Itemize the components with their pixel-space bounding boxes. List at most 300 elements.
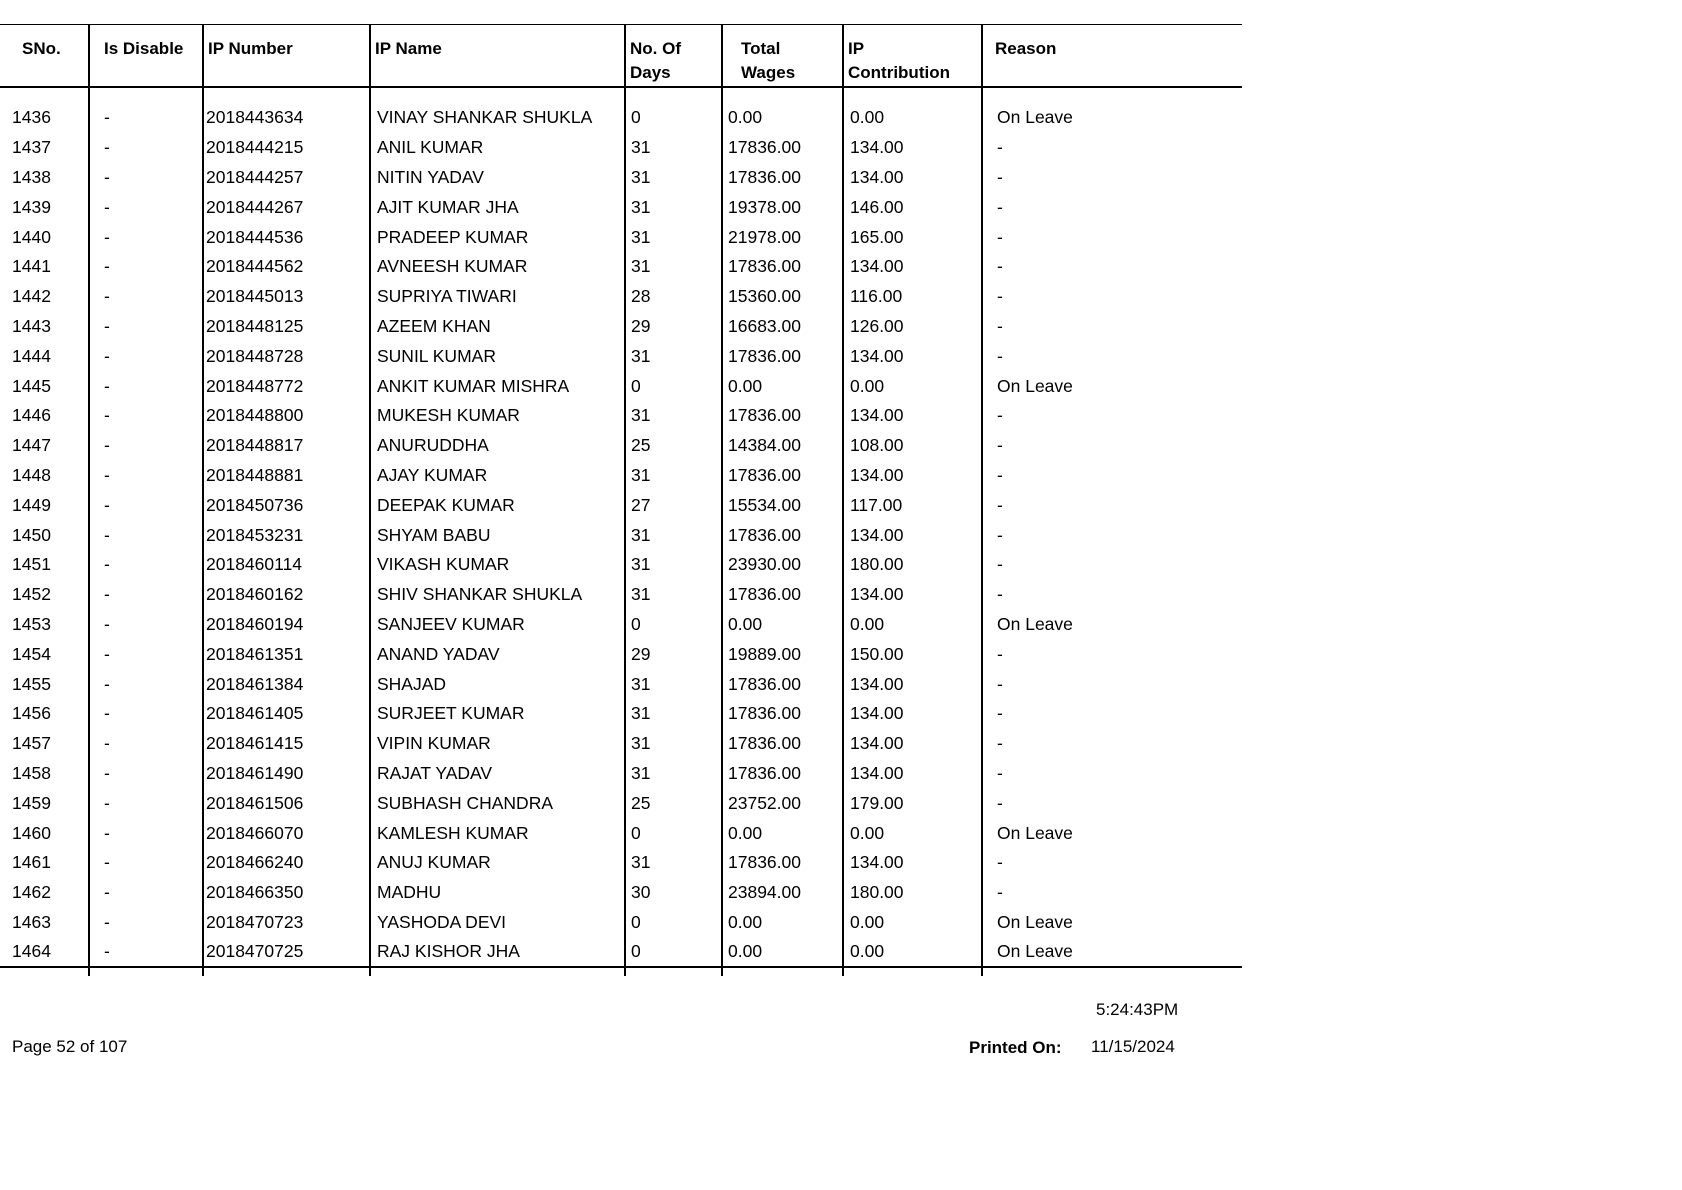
cell-ip-number: 2018461490 <box>203 758 370 788</box>
cell-ip-number: 2018466350 <box>203 877 370 907</box>
cell-ip-contribution: 0.00 <box>843 103 982 133</box>
table-row <box>0 818 1242 848</box>
cell-ip-contribution: 0.00 <box>843 609 982 639</box>
cell-ip-number: 2018466240 <box>203 847 370 877</box>
cell-ip-name: MADHU <box>370 877 625 907</box>
cell-is-disable: - <box>89 698 203 728</box>
employee-contribution-table <box>0 24 1242 976</box>
cell-reason: - <box>997 464 1003 485</box>
cell-is-disable: - <box>89 132 203 162</box>
cell-ip-number: 2018460114 <box>203 549 370 579</box>
cell-no-of-days: 31 <box>625 579 722 609</box>
cell-ip-name: ANUJ KUMAR <box>370 847 625 877</box>
table-body <box>0 87 1242 967</box>
cell-reason: - <box>997 733 1003 754</box>
spacer-cell <box>0 87 89 103</box>
cell-total-wages: 19889.00 <box>722 639 843 669</box>
cell-sno: 1437 <box>0 132 89 162</box>
cell-total-wages: 23894.00 <box>722 877 843 907</box>
cell-ip-number: 2018448728 <box>203 341 370 371</box>
cell-reason: - <box>997 137 1003 158</box>
cell-total-wages: 17836.00 <box>722 162 843 192</box>
footer-tick-cell <box>0 967 89 976</box>
cell-no-of-days: 31 <box>625 758 722 788</box>
cell-reason: - <box>997 762 1003 783</box>
cell-ip-name: ANAND YADAV <box>370 639 625 669</box>
cell-sno: 1436 <box>0 103 89 133</box>
cell-ip-number: 2018470723 <box>203 907 370 937</box>
cell-is-disable: - <box>89 609 203 639</box>
cell-ip-number: 2018461415 <box>203 728 370 758</box>
table-row <box>0 222 1242 252</box>
cell-no-of-days: 0 <box>625 609 722 639</box>
cell-ip-number: 2018444215 <box>203 132 370 162</box>
cell-no-of-days: 31 <box>625 520 722 550</box>
cell-sno: 1442 <box>0 281 89 311</box>
cell-reason: On Leave <box>997 911 1073 932</box>
footer-tick-cell <box>203 967 370 976</box>
cell-total-wages: 0.00 <box>722 609 843 639</box>
table-row <box>0 907 1242 937</box>
cell-total-wages: 15534.00 <box>722 490 843 520</box>
cell-sno: 1455 <box>0 669 89 699</box>
cell-total-wages: 17836.00 <box>722 341 843 371</box>
table-row <box>0 788 1242 818</box>
header-sno: SNo. <box>0 25 89 87</box>
table-row <box>0 609 1242 639</box>
cell-ip-number: 2018444562 <box>203 251 370 281</box>
cell-is-disable: - <box>89 371 203 401</box>
spacer-cell <box>89 87 203 103</box>
cell-ip-name: DEEPAK KUMAR <box>370 490 625 520</box>
cell-is-disable: - <box>89 937 203 967</box>
cell-is-disable: - <box>89 788 203 818</box>
cell-ip-name: SUPRIYA TIWARI <box>370 281 625 311</box>
cell-ip-name: AVNEESH KUMAR <box>370 251 625 281</box>
cell-reason: - <box>997 584 1003 605</box>
footer-tick-cell <box>722 967 843 976</box>
cell-sno: 1438 <box>0 162 89 192</box>
cell-sno: 1452 <box>0 579 89 609</box>
table-row <box>0 281 1242 311</box>
cell-ip-number: 2018444267 <box>203 192 370 222</box>
cell-total-wages: 0.00 <box>722 818 843 848</box>
header-ip-name: IP Name <box>370 25 625 87</box>
cell-no-of-days: 31 <box>625 192 722 222</box>
spacer-cell <box>370 87 625 103</box>
cell-ip-name: NITIN YADAV <box>370 162 625 192</box>
cell-ip-contribution: 134.00 <box>843 162 982 192</box>
spacer-cell <box>843 87 982 103</box>
footer-tick-cell <box>370 967 625 976</box>
cell-sno: 1441 <box>0 251 89 281</box>
cell-total-wages: 17836.00 <box>722 669 843 699</box>
cell-sno: 1464 <box>0 937 89 967</box>
cell-reason: On Leave <box>997 822 1073 843</box>
cell-sno: 1440 <box>0 222 89 252</box>
cell-ip-number: 2018460194 <box>203 609 370 639</box>
cell-is-disable: - <box>89 549 203 579</box>
cell-reason: On Leave <box>982 937 1242 967</box>
cell-reason: - <box>997 852 1003 873</box>
header-reason: Reason <box>982 25 1242 87</box>
cell-ip-number: 2018444536 <box>203 222 370 252</box>
cell-total-wages: 0.00 <box>722 103 843 133</box>
cell-ip-contribution: 134.00 <box>843 758 982 788</box>
spacer-cell <box>722 87 843 103</box>
header-ip-number: IP Number <box>203 25 370 87</box>
cell-ip-number: 2018453231 <box>203 520 370 550</box>
cell-ip-number: 2018448800 <box>203 400 370 430</box>
cell-ip-number: 2018444257 <box>203 162 370 192</box>
cell-ip-contribution: 134.00 <box>843 847 982 877</box>
cell-is-disable: - <box>89 281 203 311</box>
cell-total-wages: 15360.00 <box>722 281 843 311</box>
cell-no-of-days: 30 <box>625 877 722 907</box>
cell-reason: - <box>997 256 1003 277</box>
cell-ip-contribution: 165.00 <box>843 222 982 252</box>
cell-is-disable: - <box>89 520 203 550</box>
table-row <box>0 251 1242 281</box>
cell-total-wages: 0.00 <box>722 371 843 401</box>
cell-sno: 1463 <box>0 907 89 937</box>
cell-no-of-days: 31 <box>625 728 722 758</box>
cell-is-disable: - <box>89 728 203 758</box>
cell-total-wages: 17836.00 <box>722 579 843 609</box>
cell-sno: 1445 <box>0 371 89 401</box>
table-header <box>0 25 1242 87</box>
cell-ip-name: MUKESH KUMAR <box>370 400 625 430</box>
cell-sno: 1450 <box>0 520 89 550</box>
cell-total-wages: 17836.00 <box>722 758 843 788</box>
cell-total-wages: 19378.00 <box>722 192 843 222</box>
table-row <box>0 460 1242 490</box>
cell-sno: 1457 <box>0 728 89 758</box>
cell-ip-number: 2018448881 <box>203 460 370 490</box>
cell-is-disable: - <box>89 103 203 133</box>
table-row <box>0 371 1242 401</box>
cell-ip-contribution: 134.00 <box>843 520 982 550</box>
cell-no-of-days: 31 <box>625 251 722 281</box>
cell-is-disable: - <box>89 400 203 430</box>
cell-ip-contribution: 134.00 <box>843 341 982 371</box>
cell-no-of-days: 31 <box>625 549 722 579</box>
cell-ip-name: SUBHASH CHANDRA <box>370 788 625 818</box>
contribution-report <box>0 24 1242 976</box>
cell-ip-name: RAJAT YADAV <box>370 758 625 788</box>
header-ip-contribution <box>843 25 982 87</box>
cell-is-disable: - <box>89 847 203 877</box>
cell-total-wages: 16683.00 <box>722 311 843 341</box>
cell-reason: On Leave <box>997 613 1073 634</box>
header-no-of-days <box>625 25 722 87</box>
cell-ip-name: SHIV SHANKAR SHUKLA <box>370 579 625 609</box>
cell-no-of-days: 29 <box>625 311 722 341</box>
cell-sno: 1456 <box>0 698 89 728</box>
cell-is-disable: - <box>89 460 203 490</box>
cell-is-disable: - <box>89 490 203 520</box>
cell-ip-contribution: 0.00 <box>843 937 982 967</box>
cell-reason: - <box>997 196 1003 217</box>
cell-ip-contribution: 146.00 <box>843 192 982 222</box>
cell-ip-contribution: 134.00 <box>843 698 982 728</box>
cell-reason: - <box>997 673 1003 694</box>
table-row <box>0 639 1242 669</box>
cell-is-disable: - <box>89 311 203 341</box>
cell-sno: 1461 <box>0 847 89 877</box>
table-row <box>0 103 1242 133</box>
cell-ip-contribution: 180.00 <box>843 549 982 579</box>
cell-reason: - <box>997 494 1003 515</box>
cell-ip-name: PRADEEP KUMAR <box>370 222 625 252</box>
cell-ip-number: 2018461506 <box>203 788 370 818</box>
cell-ip-name: SANJEEV KUMAR <box>370 609 625 639</box>
cell-total-wages: 17836.00 <box>722 400 843 430</box>
header-total-wages-line2: Wages <box>741 63 796 82</box>
cell-no-of-days: 0 <box>625 937 722 967</box>
cell-is-disable: - <box>89 818 203 848</box>
table-footer <box>0 967 1242 976</box>
table-footer-tick-row <box>0 967 1242 976</box>
cell-ip-contribution: 134.00 <box>843 579 982 609</box>
cell-no-of-days: 31 <box>625 222 722 252</box>
table-row <box>0 192 1242 222</box>
header-spacer-row <box>0 87 1242 103</box>
cell-reason: - <box>997 226 1003 247</box>
cell-sno: 1454 <box>0 639 89 669</box>
cell-sno: 1459 <box>0 788 89 818</box>
cell-no-of-days: 29 <box>625 639 722 669</box>
cell-sno: 1451 <box>0 549 89 579</box>
cell-is-disable: - <box>89 669 203 699</box>
cell-ip-contribution: 117.00 <box>843 490 982 520</box>
cell-ip-name: RAJ KISHOR JHA <box>370 937 625 967</box>
table-row <box>0 341 1242 371</box>
table-row <box>0 579 1242 609</box>
cell-ip-name: AJAY KUMAR <box>370 460 625 490</box>
cell-ip-contribution: 134.00 <box>843 132 982 162</box>
cell-no-of-days: 31 <box>625 132 722 162</box>
cell-ip-number: 2018461405 <box>203 698 370 728</box>
cell-total-wages: 23752.00 <box>722 788 843 818</box>
cell-ip-number: 2018470725 <box>203 937 370 967</box>
header-total-wages-line1: Total <box>741 39 781 58</box>
cell-no-of-days: 31 <box>625 341 722 371</box>
cell-reason: - <box>997 315 1003 336</box>
cell-ip-contribution: 0.00 <box>843 818 982 848</box>
footer-tick-cell <box>982 967 1242 976</box>
cell-ip-contribution: 179.00 <box>843 788 982 818</box>
cell-ip-name: VIPIN KUMAR <box>370 728 625 758</box>
cell-ip-name: AZEEM KHAN <box>370 311 625 341</box>
cell-is-disable: - <box>89 579 203 609</box>
header-no-of-days-line2: Days <box>630 63 671 82</box>
cell-total-wages: 21978.00 <box>722 222 843 252</box>
cell-total-wages: 23930.00 <box>722 549 843 579</box>
table-row <box>0 669 1242 699</box>
cell-is-disable: - <box>89 162 203 192</box>
cell-total-wages: 0.00 <box>722 937 843 967</box>
cell-total-wages: 17836.00 <box>722 520 843 550</box>
cell-no-of-days: 31 <box>625 460 722 490</box>
table-row <box>0 758 1242 788</box>
header-ip-contribution-line1: IP <box>848 39 865 58</box>
table-row <box>0 698 1242 728</box>
cell-ip-contribution: 126.00 <box>843 311 982 341</box>
cell-sno: 1448 <box>0 460 89 490</box>
table-row <box>0 132 1242 162</box>
cell-sno: 1449 <box>0 490 89 520</box>
cell-no-of-days: 31 <box>625 162 722 192</box>
spacer-cell <box>982 87 1242 103</box>
header-is-disable: Is Disable <box>89 25 203 87</box>
cell-sno: 1439 <box>0 192 89 222</box>
cell-ip-number: 2018448125 <box>203 311 370 341</box>
cell-ip-contribution: 134.00 <box>843 400 982 430</box>
cell-ip-name: VINAY SHANKAR SHUKLA <box>370 103 625 133</box>
cell-ip-name: ANKIT KUMAR MISHRA <box>370 371 625 401</box>
cell-sno: 1460 <box>0 818 89 848</box>
table-row <box>0 728 1242 758</box>
cell-ip-contribution: 116.00 <box>843 281 982 311</box>
printed-date: 11/15/2024 <box>1091 1037 1175 1056</box>
cell-reason: - <box>997 524 1003 545</box>
cell-sno: 1443 <box>0 311 89 341</box>
cell-total-wages: 17836.00 <box>722 728 843 758</box>
cell-no-of-days: 0 <box>625 907 722 937</box>
cell-ip-contribution: 180.00 <box>843 877 982 907</box>
cell-total-wages: 17836.00 <box>722 132 843 162</box>
cell-total-wages: 0.00 <box>722 907 843 937</box>
cell-is-disable: - <box>89 251 203 281</box>
cell-ip-name: SUNIL KUMAR <box>370 341 625 371</box>
cell-ip-name: SHAJAD <box>370 669 625 699</box>
footer-tick-cell <box>843 967 982 976</box>
cell-ip-contribution: 150.00 <box>843 639 982 669</box>
cell-is-disable: - <box>89 430 203 460</box>
cell-no-of-days: 0 <box>625 371 722 401</box>
cell-no-of-days: 28 <box>625 281 722 311</box>
spacer-cell <box>203 87 370 103</box>
cell-total-wages: 17836.00 <box>722 251 843 281</box>
cell-reason: - <box>997 286 1003 307</box>
table-row <box>0 400 1242 430</box>
cell-reason: - <box>997 792 1003 813</box>
table-row <box>0 937 1242 967</box>
cell-total-wages: 17836.00 <box>722 460 843 490</box>
cell-ip-contribution: 134.00 <box>843 669 982 699</box>
cell-sno: 1447 <box>0 430 89 460</box>
cell-ip-name: ANURUDDHA <box>370 430 625 460</box>
cell-ip-contribution: 134.00 <box>843 251 982 281</box>
cell-ip-number: 2018460162 <box>203 579 370 609</box>
header-no-of-days-line1: No. Of <box>630 39 681 58</box>
cell-total-wages: 14384.00 <box>722 430 843 460</box>
cell-is-disable: - <box>89 877 203 907</box>
cell-reason: - <box>997 554 1003 575</box>
cell-ip-contribution: 134.00 <box>843 728 982 758</box>
cell-ip-name: SHYAM BABU <box>370 520 625 550</box>
cell-reason: - <box>997 882 1003 903</box>
printed-on-label: Printed On: <box>969 1038 1062 1057</box>
cell-ip-name: AJIT KUMAR JHA <box>370 192 625 222</box>
cell-ip-number: 2018448817 <box>203 430 370 460</box>
cell-ip-number: 2018448772 <box>203 371 370 401</box>
cell-ip-contribution: 0.00 <box>843 907 982 937</box>
cell-no-of-days: 31 <box>625 698 722 728</box>
table-row <box>0 520 1242 550</box>
cell-reason: On Leave <box>997 375 1073 396</box>
cell-ip-number: 2018461351 <box>203 639 370 669</box>
cell-reason: - <box>997 345 1003 366</box>
spacer-cell <box>625 87 722 103</box>
cell-ip-number: 2018450736 <box>203 490 370 520</box>
cell-reason: - <box>997 405 1003 426</box>
cell-ip-contribution: 0.00 <box>843 371 982 401</box>
cell-is-disable: - <box>89 192 203 222</box>
cell-ip-contribution: 134.00 <box>843 460 982 490</box>
footer-tick-cell <box>625 967 722 976</box>
cell-reason: - <box>997 435 1003 456</box>
page-number: Page 52 of 107 <box>12 1037 128 1056</box>
cell-ip-contribution: 108.00 <box>843 430 982 460</box>
cell-ip-number: 2018445013 <box>203 281 370 311</box>
cell-no-of-days: 25 <box>625 788 722 818</box>
cell-reason: - <box>997 166 1003 187</box>
cell-sno: 1444 <box>0 341 89 371</box>
cell-is-disable: - <box>89 758 203 788</box>
printed-time: 5:24:43PM <box>1096 1000 1179 1019</box>
cell-ip-name: YASHODA DEVI <box>370 907 625 937</box>
cell-is-disable: - <box>89 341 203 371</box>
cell-ip-name: SURJEET KUMAR <box>370 698 625 728</box>
cell-ip-number: 2018443634 <box>203 103 370 133</box>
cell-sno: 1462 <box>0 877 89 907</box>
cell-is-disable: - <box>89 222 203 252</box>
cell-reason: - <box>997 703 1003 724</box>
header-ip-contribution-line2: Contribution <box>848 63 950 82</box>
cell-ip-number: 2018466070 <box>203 818 370 848</box>
table-row <box>0 162 1242 192</box>
cell-ip-name: VIKASH KUMAR <box>370 549 625 579</box>
cell-sno: 1446 <box>0 400 89 430</box>
cell-no-of-days: 25 <box>625 430 722 460</box>
cell-ip-number: 2018461384 <box>203 669 370 699</box>
header-row <box>0 25 1242 87</box>
cell-sno: 1453 <box>0 609 89 639</box>
cell-sno: 1458 <box>0 758 89 788</box>
cell-total-wages: 17836.00 <box>722 847 843 877</box>
cell-ip-name: KAMLESH KUMAR <box>370 818 625 848</box>
cell-no-of-days: 0 <box>625 103 722 133</box>
cell-no-of-days: 31 <box>625 400 722 430</box>
table-row <box>0 877 1242 907</box>
table-row <box>0 490 1242 520</box>
cell-no-of-days: 31 <box>625 669 722 699</box>
cell-is-disable: - <box>89 907 203 937</box>
cell-reason: On Leave <box>997 107 1073 128</box>
cell-no-of-days: 31 <box>625 847 722 877</box>
cell-no-of-days: 27 <box>625 490 722 520</box>
cell-reason: - <box>997 643 1003 664</box>
cell-total-wages: 17836.00 <box>722 698 843 728</box>
table-row <box>0 311 1242 341</box>
footer-tick-cell <box>89 967 203 976</box>
header-total-wages <box>722 25 843 87</box>
cell-is-disable: - <box>89 639 203 669</box>
table-row <box>0 430 1242 460</box>
table-row <box>0 847 1242 877</box>
